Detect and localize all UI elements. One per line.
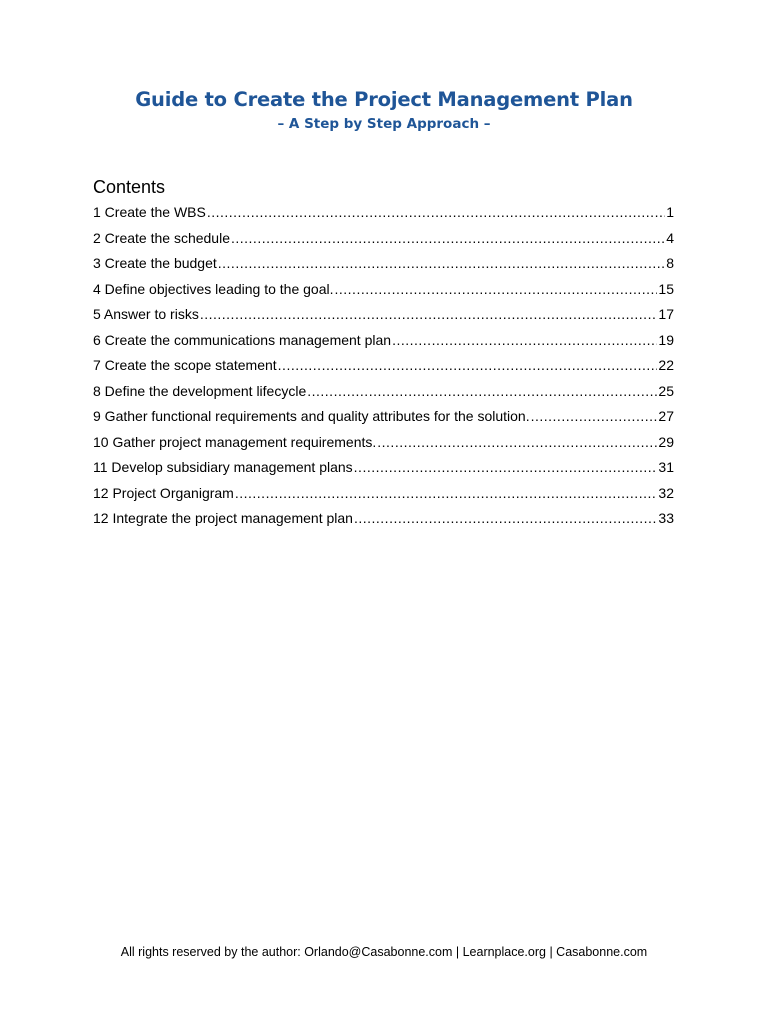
toc-entry-title: 12 Integrate the project management plan (93, 510, 353, 526)
toc-entry-title: 5 Answer to risks (93, 306, 199, 322)
toc-dot-leader (354, 459, 658, 475)
toc-entry-title: 11 Develop subsidiary management plans (93, 459, 353, 475)
toc-entry-page: 4 (666, 229, 674, 246)
toc-entry-page: 8 (666, 255, 674, 271)
toc-entry-title: 2 Create the schedule (93, 229, 230, 246)
toc-dot-leader (354, 510, 657, 526)
contents-heading: Contents (93, 177, 166, 197)
toc-entry[interactable] (93, 230, 674, 256)
toc-entry-page: 33 (658, 510, 674, 526)
toc-entry[interactable] (93, 281, 674, 307)
document-title: Guide to Create the Project Management Plan (135, 88, 633, 111)
document-subtitle: – A Step by Step Approach – (277, 116, 491, 132)
toc-entry-page: 17 (658, 306, 674, 322)
toc-entry-title: 4 Define objectives leading to the goal. (93, 280, 334, 297)
toc-dot-leader (307, 383, 657, 399)
toc-entry-page: 15 (658, 280, 674, 297)
toc-entry[interactable] (93, 255, 674, 281)
toc-entry[interactable] (93, 510, 674, 536)
toc-entry-title: 10 Gather project management requirements. (93, 433, 377, 450)
toc-dot-leader (235, 485, 658, 501)
toc-entry-page: 32 (658, 484, 674, 501)
toc-entry-title: 12 Project Organigram (93, 484, 234, 501)
toc-entry-title: 6 Create the communications management plan (93, 331, 392, 348)
toc-dot-leader (200, 306, 658, 322)
toc-dot-leader (207, 204, 665, 220)
toc-entry-page: 29 (658, 433, 674, 450)
toc-entry-title: 9 Gather functional requirements and quality attributes for the solution. (93, 408, 530, 424)
table-of-contents (93, 204, 674, 536)
toc-entry-title: 7 Create the scope statement (93, 357, 277, 373)
toc-entry-page: 19 (658, 331, 674, 348)
toc-entry-title: 3 Create the budget (93, 255, 217, 271)
toc-dot-leader (335, 281, 658, 297)
toc-entry-page: 27 (658, 408, 674, 424)
toc-entry[interactable] (93, 204, 674, 230)
toc-entry-page: 22 (658, 357, 674, 373)
toc-dot-leader (218, 255, 665, 271)
toc-entry[interactable] (93, 434, 674, 460)
toc-entry[interactable] (93, 408, 674, 434)
toc-dot-leader (392, 332, 657, 348)
toc-dot-leader (231, 230, 665, 246)
toc-entry-page: 1 (666, 204, 674, 220)
toc-entry[interactable] (93, 332, 674, 358)
toc-dot-leader (377, 434, 657, 450)
toc-entry[interactable] (93, 357, 674, 383)
toc-entry[interactable] (93, 306, 674, 332)
toc-entry[interactable] (93, 383, 674, 409)
toc-entry-title: 8 Define the development lifecycle (93, 382, 307, 399)
copyright-footer: All rights reserved by the author: Orlando@Casabonne.com | Learnplace.org | Casabonne.com (120, 945, 648, 959)
toc-dot-leader (278, 357, 658, 373)
toc-entry[interactable] (93, 485, 674, 511)
toc-entry-page: 25 (658, 382, 674, 399)
toc-dot-leader (531, 408, 658, 424)
toc-entry-page: 31 (658, 459, 674, 475)
toc-entry-title: 1 Create the WBS (93, 204, 206, 220)
toc-entry[interactable] (93, 459, 674, 485)
